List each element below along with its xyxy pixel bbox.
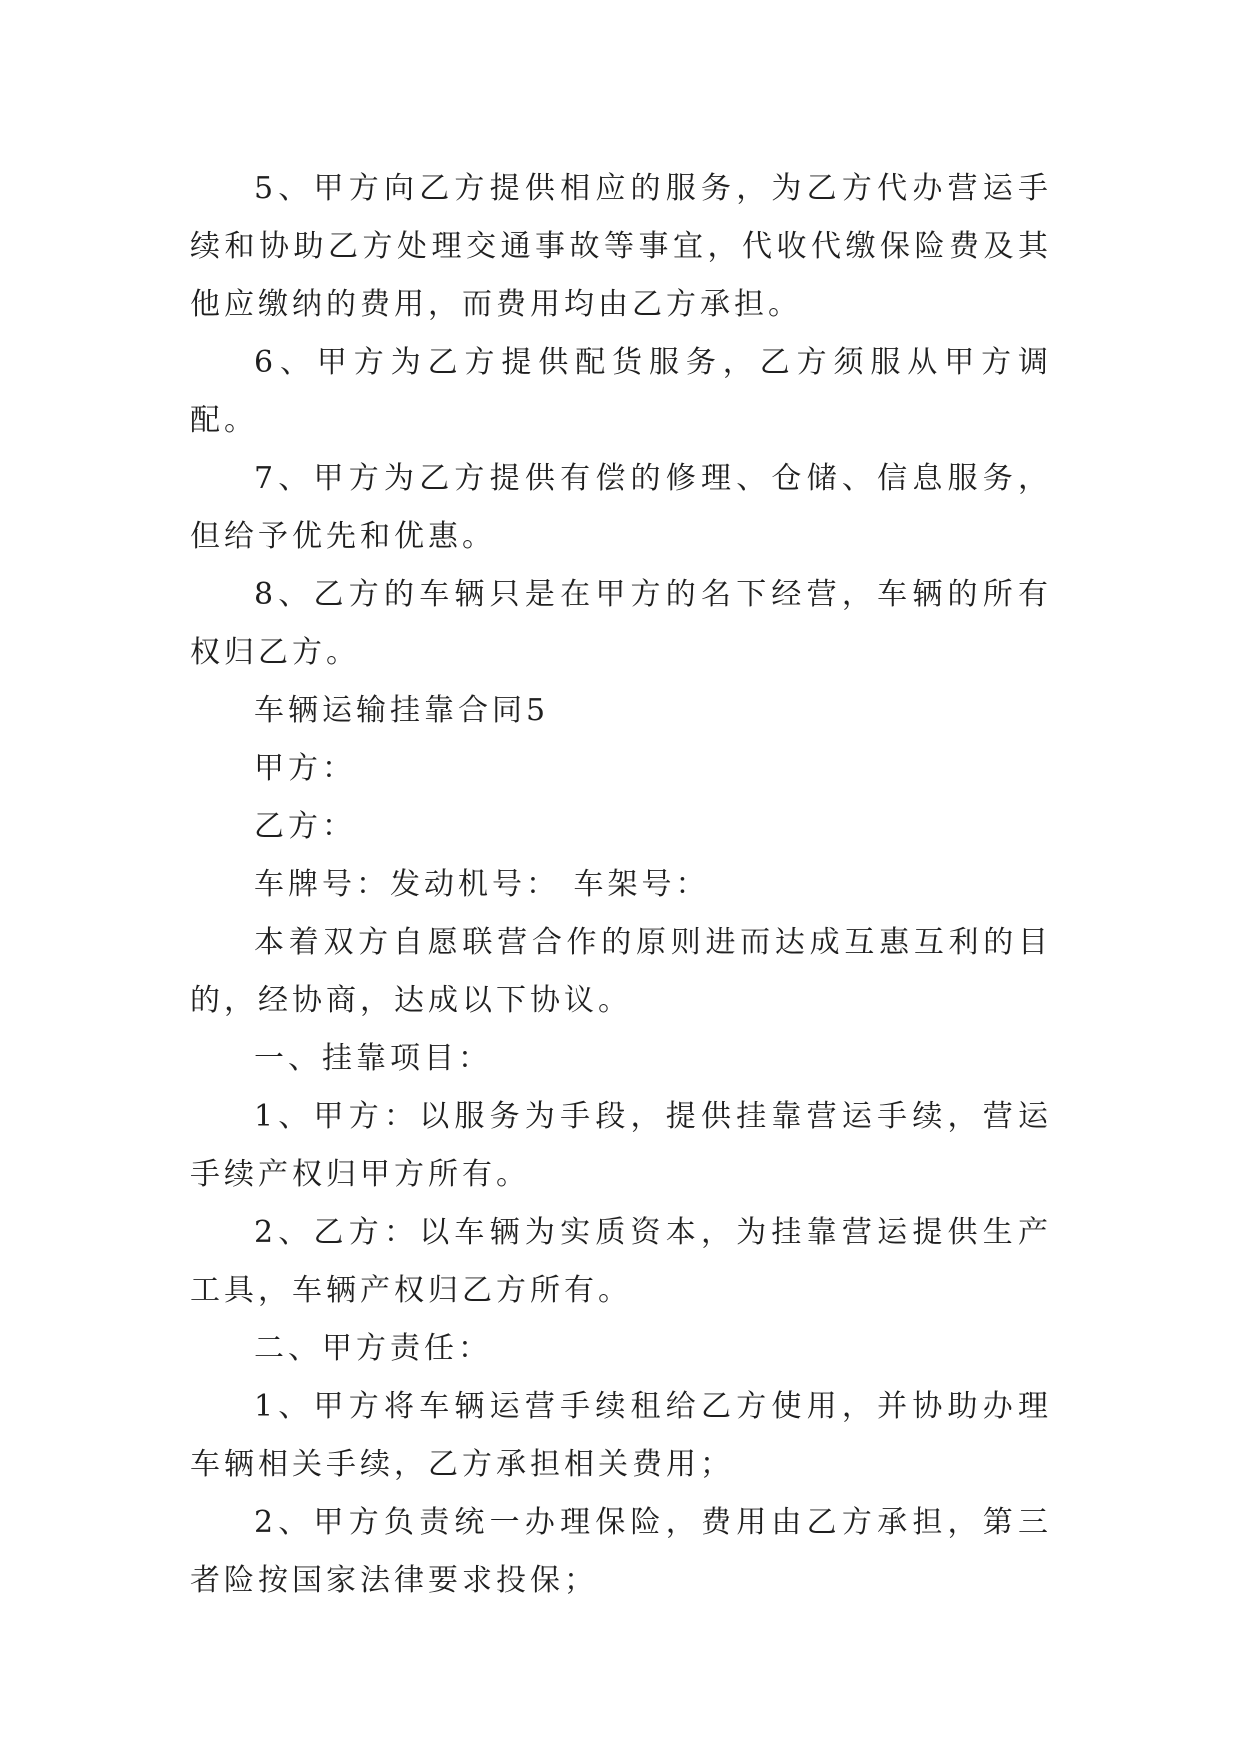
- section-heading-2: 二、甲方责任：: [254, 1331, 492, 1366]
- contract-title: 车辆运输挂靠合同5: [254, 693, 550, 728]
- vehicle-info-line: 车牌号：发动机号： 车架号：: [254, 867, 710, 902]
- section-2-item-2: 2、甲方负责统一办理保险，费用由乙方承担，第三者险按国家法律要求投保；: [190, 1505, 1052, 1598]
- section-2-item-1: 1、甲方将车辆运营手续租给乙方使用，并协助办理车辆相关手续，乙方承担相关费用；: [190, 1389, 1052, 1482]
- clause-5: 5、甲方向乙方提供相应的服务，为乙方代办营运手续和协助乙方处理交通事故等事宜，代收代缴保险费及其他应缴纳的费用，而费用均由乙方承担。: [190, 171, 1052, 322]
- preamble: 本着双方自愿联营合作的原则进而达成互惠互利的目的，经协商，达成以下协议。: [190, 925, 1052, 1018]
- section-heading-1: 一、挂靠项目：: [254, 1041, 492, 1076]
- section-1-item-1: 1、甲方：以服务为手段，提供挂靠营运手续，营运手续产权归甲方所有。: [190, 1099, 1052, 1192]
- party-a-line: 甲方：: [254, 751, 356, 786]
- party-b-line: 乙方：: [254, 809, 356, 844]
- section-1-item-2: 2、乙方：以车辆为实质资本，为挂靠营运提供生产工具，车辆产权归乙方所有。: [190, 1215, 1052, 1308]
- clause-8: 8、乙方的车辆只是在甲方的名下经营，车辆的所有权归乙方。: [190, 577, 1052, 670]
- clause-6: 6、甲方为乙方提供配货服务，乙方须服从甲方调配。: [190, 345, 1052, 438]
- clause-7: 7、甲方为乙方提供有偿的修理、仓储、信息服务，但给予优先和优惠。: [190, 461, 1052, 554]
- document-body: [190, 160, 1052, 1610]
